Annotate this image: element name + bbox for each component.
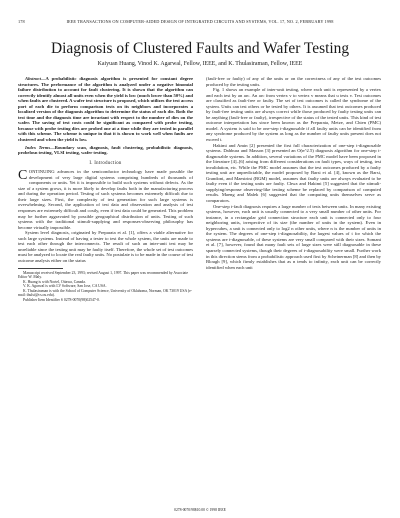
journal-name: IEEE TRANSACTIONS ON COMPUTER-AIDED DESIGN OF INTEGRATED CIRCUITS AND SYSTEMS, VOL. 17, NO. 2, FEBRUARY 1998: [66, 19, 334, 24]
body-paragraph-2: Fig. 1 shows an example of inter-unit testing, where each unit is represented by a vertex and each test by an arc. An arc from vertex v to vertex v means that u tests v. Test outcomes are classified as fault-free or faulty. The set of test outcomes is called the syndrome of the system. Units can test others or be tested by others. It is assumed that test outcomes produced by fault-free testing units are always correct while those produced by faulty testing units can be anything (fault-free or faulty), irrespective of the status of the tested units. This kind of test outcome interpretation has since been known as the Preparata, Metze, and Chien (PMC) model. A system is said to be one-step t-diagnosable if all faulty units can be identified from any syndrome produced by the system as long as the number of faulty units present does not exceed t.: [206, 87, 381, 143]
footnote-rule: [18, 268, 63, 269]
drop-cap: C: [18, 167, 28, 183]
footnote-thulasiraman: K. Thulasiraman is with the School of Computer Science, University of Oklahoma, Norman, OK 73019 USA (e-mail: thulsi@cs.ou.edu).: [18, 288, 193, 298]
index-terms-label: Index Terms—: [25, 144, 55, 150]
abstract: [18, 76, 193, 143]
section-heading-introduction: I. Introduction: [89, 160, 122, 166]
body-paragraph-4: One-step t-fault diagnosis requires a large number of tests between units. In many existing systems, however, each unit is usually connected to a very small number of other units. For instance, in a rectangular grid connection structure each unit is connected only to four neighboring units, irrespective of its size (the number of units in the system). Even in hypercubes, a unit is connected only to log2 n other units, where n is the number of units in the system. The degrees of one-step t-diagnosability, the largest values of t for which the systems are t-diagnosable, of these systems are very small compared with their sizes. Somani et al. [7], however, found that many fault sets of large sizes were still diagnosable in these sparsely connected systems, though their degrees of t-diagnosability were small. Further work in this direction stems from a probabilistic approach used first by Scheinerman [8] and then by Blough [9], which firmly establishes that as n tends to infinity, each unit can be correctly identified when each unit: [206, 203, 381, 270]
abstract-text: A probabilistic diagnosis algorithm is presented for constant degree structures. The performance of the algorithm is analyzed under a negative binomial failure distribution to account for fault clustering. It is shown that the algorithm can correctly identify almost all units even when the yield is low (much lower than 50%) and when faults are clustered. A wafer test structure is proposed, which utilizes the test access port of each die to perform comparison tests on its neighbors and incorporates a localized version of the diagnosis algorithm to determine the status of each die. Both the test time and the diagnosis time are invariant with respect to the number of dies on the wafer. The saving of test costs could be significant as compared with probe testing, because with probe testing dies are probed one at a time while they are tested in parallel with this scheme. The scheme is unique in that it is shown to work well when faults are clustered and when the yield is low.: [18, 76, 193, 143]
page-number: 178: [18, 19, 25, 24]
footnote-publisher-id: Publisher Item Identifier S 0278-0070(98)02547-0.: [23, 298, 100, 303]
footnote-huang: K. Huang is with Nortel, Ottawa, Canada.: [23, 279, 86, 284]
intro-paragraph-2: System level diagnosis, originated by Preparata et al. [1], offers a viable alternative for such large systems. Instead of having a tester to test the whole system, the units are made to test each other through the interconnects. The result of such an inter-unit test may be unreliable since the testing unit may be faulty itself. Therefore, the whole set of test outcomes must be analyzed to locate the real faulty units. No postulate is to be made in the course of test outcome analysis either on the status: [18, 230, 193, 263]
paper-title: Diagnosis of Clustered Faults and Wafer Testing: [50, 40, 350, 57]
copyright-footer: 0278-0070/98$10.00 © 1998 IEEE: [174, 508, 226, 512]
body-paragraph-3: Hakimi and Amin [2] presented the first full characterization of one-step t-diagnosable systems. Dahbura and Masson [3] presented an O(n^2.5) diagnosis algorithm for one-step t-diagnosable systems. In addition, several variations of the PMC model have been proposed in the literature [4]–[6] arising from different considerations on fault types, ways of testing, test invalidation, etc. While the PMC model assumes that the test outcomes produced by a faulty testing unit are unpredictable, the model proposed by Barsi et al. [4], known as the Barsi, Grandoni, and Maestrini (BGM) model, assumes that faulty units are always evaluated to be faulty even if the testing units are faulty. Chwa and Hakimi [5] suggested that the stimuli-supplying/response observing-like testing scheme be replaced by comparison of computed results. Maeng and Malek [6] suggested that the computing units themselves serve as comparators.: [206, 142, 381, 204]
index-terms-text: Boundary scan, diagnosis, fault clustering, probabilistic diagnosis, probelosn testing, VLSI testing, wafer testing.: [18, 144, 193, 156]
author-line: Kaiyuan Huang, Vinod K. Agarwal, Fellow, IEEE, and K. Thulasiraman, Fellow, IEEE: [97, 61, 303, 67]
running-head: [18, 19, 382, 24]
footnote-agarwal: V. K. Agarwal is with LV Software, San Jose, CA USA.: [23, 284, 107, 289]
body-paragraph-1: (fault-free or faulty) of any of the units or on the correctness of any of the test outcomes produced by the testing units.: [206, 76, 381, 87]
index-terms: [18, 145, 193, 156]
intro-paragraph-1: CONTINUING advances in the semiconductor technology have made possible the development of very large digital systems comprising hundreds of thousands of components or units. Yet it is impossible to build such systems without defects. As the size of a system grows, it is more likely to develop faults both in the manufacturing process and during the operation period. Testing of such systems becomes extremely difficult due to their large sizes. First, the complexity of test generation for such large systems is overwhelming. Second, the application of test data and observation and analysis of test responses are extremely difficult and costly, even if test data could be generated. This problem may be further aggravated by possible geographical distribution of units. Testing of such systems with the traditional stimuli-supplying and responses-observing philosophy has become virtually impossible.: [18, 167, 193, 230]
left-column: [18, 76, 193, 496]
abstract-label: Abstract—: [25, 76, 46, 81]
footnote-manuscript: Manuscript received September 23, 1993; revised August 1, 1997. This paper was recommended by Associate Editor W. Maly.: [18, 270, 188, 280]
right-column: [206, 76, 381, 496]
